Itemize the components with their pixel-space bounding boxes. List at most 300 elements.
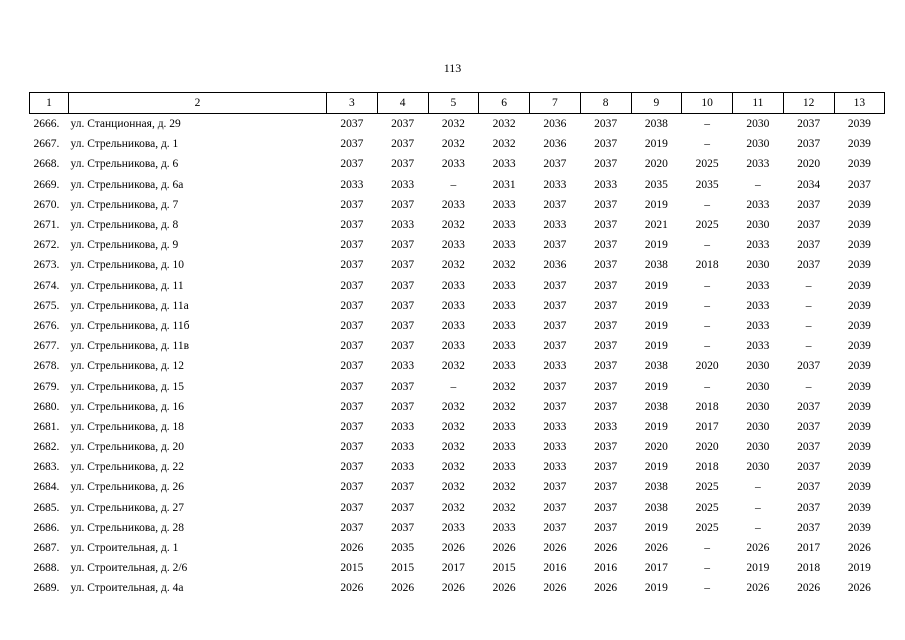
year-cell: 2037 xyxy=(543,319,567,332)
year-cell: 2037 xyxy=(594,400,618,413)
address-cell: ул. Стрельникова, д. 6 xyxy=(70,158,179,171)
year-cell: 2037 xyxy=(543,400,567,413)
column-header: 1 xyxy=(30,93,69,114)
year-cell: 2033 xyxy=(441,198,465,211)
year-cell: 2033 xyxy=(746,158,770,171)
year-cell: 2037 xyxy=(797,219,821,232)
year-cell: 2039 xyxy=(847,360,871,373)
year-cell: – xyxy=(704,380,710,393)
year-cell: 2025 xyxy=(695,219,719,232)
row-number: 2681. xyxy=(33,420,60,433)
address-cell: ул. Строительная, д. 2/6 xyxy=(70,562,188,575)
row-number: 2679. xyxy=(33,380,60,393)
year-cell: – xyxy=(755,501,761,514)
year-cell: 2032 xyxy=(441,481,465,494)
year-cell: 2019 xyxy=(847,562,871,575)
year-cell: 2026 xyxy=(594,542,618,555)
table-row xyxy=(30,558,885,578)
year-cell: 2037 xyxy=(340,481,364,494)
year-cell: 2032 xyxy=(492,118,516,131)
year-cell: 2034 xyxy=(797,178,821,191)
year-cell: 2037 xyxy=(543,279,567,292)
year-cell: 2037 xyxy=(391,319,415,332)
year-cell: 2016 xyxy=(543,562,567,575)
year-cell: – xyxy=(450,380,457,393)
address-cell: ул. Строительная, д. 1 xyxy=(70,542,179,555)
year-cell: 2033 xyxy=(391,360,415,373)
column-header: 2 xyxy=(69,93,327,114)
year-cell: 2026 xyxy=(543,582,567,595)
year-cell: 2033 xyxy=(492,360,516,373)
year-cell: – xyxy=(805,380,812,393)
year-cell: 2037 xyxy=(340,259,364,272)
year-cell: 2038 xyxy=(644,501,668,514)
year-cell: 2037 xyxy=(594,239,618,252)
table-row xyxy=(30,518,885,538)
year-cell: 2037 xyxy=(594,461,618,474)
year-cell: 2037 xyxy=(340,441,364,454)
year-cell: 2017 xyxy=(797,542,821,555)
year-cell: 2037 xyxy=(391,380,415,393)
column-number-header-row xyxy=(30,93,885,114)
year-cell: 2030 xyxy=(746,138,770,151)
year-cell: 2033 xyxy=(391,461,415,474)
address-cell: ул. Стрельникова, д. 1 xyxy=(70,138,179,151)
year-cell: 2030 xyxy=(746,400,770,413)
year-cell: 2037 xyxy=(594,319,618,332)
year-cell: 2020 xyxy=(695,360,719,373)
year-cell: 2037 xyxy=(391,521,415,534)
year-cell: 2019 xyxy=(644,380,668,393)
year-cell: 2037 xyxy=(594,279,618,292)
year-cell: 2037 xyxy=(594,380,618,393)
year-cell: 2039 xyxy=(847,400,871,413)
table-row xyxy=(30,276,885,296)
year-cell: 2037 xyxy=(340,521,364,534)
year-cell: 2019 xyxy=(644,239,668,252)
year-cell: 2039 xyxy=(847,380,871,393)
year-cell: 2033 xyxy=(441,340,465,353)
table-row xyxy=(30,215,885,235)
column-header: 10 xyxy=(682,93,733,114)
year-cell: 2037 xyxy=(543,340,567,353)
year-cell: 2032 xyxy=(441,400,465,413)
year-cell: 2037 xyxy=(340,279,364,292)
year-cell: 2037 xyxy=(594,521,618,534)
year-cell: 2037 xyxy=(340,380,364,393)
year-cell: 2037 xyxy=(340,219,364,232)
year-cell: 2026 xyxy=(746,582,770,595)
year-cell: 2019 xyxy=(644,521,668,534)
table-row xyxy=(30,175,885,195)
year-cell: 2037 xyxy=(391,239,415,252)
table-row xyxy=(30,154,885,174)
table-row xyxy=(30,457,885,477)
year-cell: 2026 xyxy=(644,542,668,555)
year-cell: – xyxy=(704,319,710,332)
year-cell: 2033 xyxy=(492,461,516,474)
year-cell: 2032 xyxy=(492,400,516,413)
year-cell: 2039 xyxy=(847,481,871,494)
column-header: 12 xyxy=(783,93,834,114)
year-cell: 2037 xyxy=(594,158,618,171)
year-cell: 2030 xyxy=(746,259,770,272)
year-cell: 2030 xyxy=(746,219,770,232)
row-number: 2685. xyxy=(33,501,60,514)
year-cell: 2033 xyxy=(441,158,465,171)
table-row xyxy=(30,417,885,437)
year-cell: 2037 xyxy=(594,340,618,353)
year-cell: 2038 xyxy=(644,259,668,272)
year-cell: 2038 xyxy=(644,360,668,373)
year-cell: – xyxy=(805,340,812,353)
year-cell: 2015 xyxy=(340,562,364,575)
year-cell: 2019 xyxy=(644,582,668,595)
year-cell: 2037 xyxy=(797,138,821,151)
year-cell: 2032 xyxy=(441,118,465,131)
year-cell: 2039 xyxy=(847,521,871,534)
table-row xyxy=(30,235,885,255)
year-cell: 2037 xyxy=(594,219,618,232)
row-number: 2670. xyxy=(33,198,60,211)
year-cell: 2037 xyxy=(340,340,364,353)
row-number: 2674. xyxy=(33,279,60,292)
year-cell: 2033 xyxy=(340,178,364,191)
year-cell: 2026 xyxy=(797,582,821,595)
table-row xyxy=(30,356,885,376)
year-cell: 2039 xyxy=(847,340,871,353)
year-cell: 2020 xyxy=(644,441,668,454)
year-cell: 2017 xyxy=(644,562,668,575)
year-cell: 2033 xyxy=(492,279,516,292)
year-cell: 2033 xyxy=(492,319,516,332)
address-cell: ул. Стрельникова, д. 18 xyxy=(70,420,185,433)
year-cell: 2030 xyxy=(746,118,770,131)
year-cell: 2033 xyxy=(746,198,770,211)
year-cell: 2015 xyxy=(391,562,415,575)
year-cell: 2033 xyxy=(543,219,567,232)
year-cell: 2033 xyxy=(746,279,770,292)
year-cell: 2037 xyxy=(340,461,364,474)
year-cell: – xyxy=(704,279,710,292)
address-cell: ул. Стрельникова, д. 12 xyxy=(70,360,185,373)
year-cell: 2026 xyxy=(492,582,516,595)
year-cell: 2037 xyxy=(391,400,415,413)
year-cell: 2035 xyxy=(695,178,719,191)
address-cell: ул. Стрельникова, д. 22 xyxy=(70,461,185,474)
year-cell: 2037 xyxy=(797,259,821,272)
row-number: 2684. xyxy=(33,481,60,494)
year-cell: 2033 xyxy=(391,219,415,232)
year-cell: 2015 xyxy=(492,562,516,575)
year-cell: 2037 xyxy=(797,420,821,433)
row-number: 2667. xyxy=(33,138,60,151)
year-cell: 2037 xyxy=(594,299,618,312)
year-cell: 2037 xyxy=(543,481,567,494)
table-row xyxy=(30,296,885,316)
year-cell: 2037 xyxy=(391,118,415,131)
year-cell: 2036 xyxy=(543,259,567,272)
table-row xyxy=(30,255,885,275)
table-body xyxy=(30,114,885,599)
year-cell: 2037 xyxy=(391,198,415,211)
year-cell: 2026 xyxy=(847,542,871,555)
year-cell: 2025 xyxy=(695,501,719,514)
year-cell: 2037 xyxy=(543,158,567,171)
year-cell: 2033 xyxy=(594,420,618,433)
year-cell: 2018 xyxy=(797,562,821,575)
address-cell: ул. Стрельникова, д. 7 xyxy=(70,198,179,211)
year-cell: – xyxy=(805,319,812,332)
row-number: 2678. xyxy=(33,360,60,373)
table-row xyxy=(30,578,885,598)
year-cell: 2033 xyxy=(543,360,567,373)
table-row xyxy=(30,397,885,417)
year-cell: 2019 xyxy=(644,420,668,433)
row-number: 2683. xyxy=(33,461,60,474)
year-cell: 2037 xyxy=(391,138,415,151)
year-cell: 2033 xyxy=(441,239,465,252)
address-cell: ул. Строительная, д. 4а xyxy=(70,582,184,595)
address-cell: ул. Стрельникова, д. 11б xyxy=(70,319,190,332)
year-cell: 2025 xyxy=(695,158,719,171)
year-cell: 2033 xyxy=(441,521,465,534)
table-row xyxy=(30,114,885,135)
year-cell: 2037 xyxy=(594,138,618,151)
column-header: 5 xyxy=(428,93,479,114)
year-cell: 2037 xyxy=(797,360,821,373)
year-cell: 2039 xyxy=(847,441,871,454)
year-cell: 2032 xyxy=(441,501,465,514)
table-row xyxy=(30,336,885,356)
year-cell: 2037 xyxy=(391,501,415,514)
year-cell: 2032 xyxy=(441,138,465,151)
row-number: 2676. xyxy=(33,319,60,332)
year-cell: 2037 xyxy=(594,198,618,211)
year-cell: 2036 xyxy=(543,118,567,131)
row-number: 2675. xyxy=(33,299,60,312)
year-cell: 2039 xyxy=(847,420,871,433)
year-cell: 2039 xyxy=(847,158,871,171)
row-number: 2680. xyxy=(33,400,60,413)
year-cell: 2039 xyxy=(847,259,871,272)
year-cell: 2033 xyxy=(492,441,516,454)
year-cell: 2032 xyxy=(492,259,516,272)
year-cell: 2018 xyxy=(695,461,719,474)
year-cell: 2037 xyxy=(340,501,364,514)
year-cell: 2020 xyxy=(695,441,719,454)
year-cell: 2037 xyxy=(391,158,415,171)
year-cell: 2039 xyxy=(847,501,871,514)
year-cell: 2037 xyxy=(340,198,364,211)
address-cell: ул. Стрельникова, д. 11 xyxy=(70,279,184,292)
year-cell: 2026 xyxy=(746,542,770,555)
column-header: 8 xyxy=(580,93,631,114)
year-cell: 2017 xyxy=(695,420,719,433)
year-cell: 2032 xyxy=(441,219,465,232)
year-cell: 2026 xyxy=(847,582,871,595)
year-cell: 2033 xyxy=(391,441,415,454)
year-cell: 2039 xyxy=(847,219,871,232)
year-cell: 2021 xyxy=(644,219,668,232)
year-cell: – xyxy=(704,239,710,252)
table-row xyxy=(30,376,885,396)
year-cell: – xyxy=(704,299,710,312)
year-cell: 2037 xyxy=(797,400,821,413)
year-cell: – xyxy=(755,521,761,534)
year-cell: – xyxy=(704,138,710,151)
table-row xyxy=(30,134,885,154)
year-cell: 2037 xyxy=(543,239,567,252)
year-cell: 2018 xyxy=(695,400,719,413)
year-cell: 2030 xyxy=(746,420,770,433)
year-cell: 2030 xyxy=(746,461,770,474)
year-cell: – xyxy=(704,542,710,555)
year-cell: 2037 xyxy=(391,340,415,353)
year-cell: 2033 xyxy=(492,158,516,171)
year-cell: 2037 xyxy=(391,259,415,272)
year-cell: 2032 xyxy=(492,481,516,494)
year-cell: 2037 xyxy=(543,198,567,211)
year-cell: 2037 xyxy=(797,239,821,252)
year-cell: – xyxy=(704,118,710,131)
table-row xyxy=(30,195,885,215)
year-cell: 2033 xyxy=(492,219,516,232)
year-cell: – xyxy=(704,562,710,575)
column-header: 7 xyxy=(530,93,581,114)
year-cell: 2038 xyxy=(644,481,668,494)
year-cell: – xyxy=(755,481,761,494)
address-cell: ул. Стрельникова, д. 27 xyxy=(70,501,185,514)
address-cell: ул. Стрельникова, д. 10 xyxy=(70,259,185,272)
year-cell: 2026 xyxy=(340,542,364,555)
year-cell: 2037 xyxy=(543,501,567,514)
year-cell: 2039 xyxy=(847,461,871,474)
year-cell: 2037 xyxy=(594,118,618,131)
year-cell: 2019 xyxy=(644,319,668,332)
year-cell: 2035 xyxy=(644,178,668,191)
year-cell: 2037 xyxy=(594,441,618,454)
year-cell: 2025 xyxy=(695,481,719,494)
year-cell: 2037 xyxy=(797,441,821,454)
year-cell: 2039 xyxy=(847,279,871,292)
year-cell: 2037 xyxy=(340,420,364,433)
year-cell: 2037 xyxy=(340,118,364,131)
year-cell: 2031 xyxy=(492,178,516,191)
year-cell: 2033 xyxy=(492,340,516,353)
year-cell: 2033 xyxy=(492,299,516,312)
year-cell: – xyxy=(805,279,812,292)
year-cell: 2037 xyxy=(797,521,821,534)
year-cell: 2037 xyxy=(340,138,364,151)
year-cell: 2037 xyxy=(340,360,364,373)
year-cell: 2030 xyxy=(746,380,770,393)
year-cell: 2033 xyxy=(746,319,770,332)
year-cell: 2033 xyxy=(746,299,770,312)
row-number: 2686. xyxy=(33,521,60,534)
year-cell: 2032 xyxy=(441,259,465,272)
row-number: 2689. xyxy=(33,582,60,595)
year-cell: 2032 xyxy=(492,501,516,514)
year-cell: 2017 xyxy=(441,562,465,575)
year-cell: 2038 xyxy=(644,118,668,131)
column-header: 4 xyxy=(377,93,428,114)
column-header: 13 xyxy=(834,93,885,114)
year-cell: 2037 xyxy=(797,461,821,474)
address-cell: ул. Стрельникова, д. 15 xyxy=(70,380,185,393)
year-cell: 2032 xyxy=(441,441,465,454)
year-cell: 2033 xyxy=(391,178,415,191)
year-cell: 2033 xyxy=(441,279,465,292)
row-number: 2677. xyxy=(33,340,60,353)
year-cell: 2019 xyxy=(644,299,668,312)
year-cell: 2033 xyxy=(746,340,770,353)
row-number: 2666. xyxy=(33,118,60,131)
column-header: 11 xyxy=(733,93,784,114)
address-cell: ул. Стрельникова, д. 9 xyxy=(70,239,179,252)
year-cell: – xyxy=(704,340,710,353)
year-cell: 2037 xyxy=(594,259,618,272)
year-cell: 2033 xyxy=(441,319,465,332)
year-cell: 2033 xyxy=(543,420,567,433)
year-cell: 2037 xyxy=(543,380,567,393)
year-cell: 2020 xyxy=(644,158,668,171)
year-cell: 2020 xyxy=(797,158,821,171)
year-cell: 2037 xyxy=(391,279,415,292)
table-row xyxy=(30,477,885,497)
table-row xyxy=(30,498,885,518)
year-cell: 2033 xyxy=(492,420,516,433)
year-cell: 2033 xyxy=(492,198,516,211)
year-cell: 2037 xyxy=(797,198,821,211)
year-cell: 2026 xyxy=(594,582,618,595)
year-cell: 2037 xyxy=(391,299,415,312)
address-cell: ул. Стрельникова, д. 8 xyxy=(70,219,179,232)
year-cell: 2037 xyxy=(797,481,821,494)
year-cell: 2033 xyxy=(492,239,516,252)
year-cell: 2037 xyxy=(340,158,364,171)
row-number: 2671. xyxy=(33,219,60,232)
row-number: 2682. xyxy=(33,441,60,454)
year-cell: 2019 xyxy=(644,198,668,211)
row-number: 2669. xyxy=(33,178,60,191)
year-cell: 2037 xyxy=(340,319,364,332)
year-cell: 2026 xyxy=(441,582,465,595)
year-cell: 2033 xyxy=(543,178,567,191)
year-cell: 2026 xyxy=(543,542,567,555)
year-cell: 2037 xyxy=(847,178,871,191)
year-cell: 2039 xyxy=(847,239,871,252)
year-cell: 2019 xyxy=(644,138,668,151)
column-header: 9 xyxy=(631,93,682,114)
column-header: 3 xyxy=(327,93,378,114)
row-number: 2673. xyxy=(33,259,60,272)
row-number: 2672. xyxy=(33,239,60,252)
address-cell: ул. Стрельникова, д. 26 xyxy=(70,481,185,494)
address-cell: ул. Стрельникова, д. 16 xyxy=(70,400,185,413)
year-cell: 2036 xyxy=(543,138,567,151)
year-cell: 2025 xyxy=(695,521,719,534)
year-cell: 2037 xyxy=(340,400,364,413)
year-cell: 2037 xyxy=(594,360,618,373)
year-cell: 2037 xyxy=(543,521,567,534)
year-cell: – xyxy=(805,299,812,312)
column-header: 6 xyxy=(479,93,530,114)
year-cell: 2026 xyxy=(391,582,415,595)
year-cell: 2037 xyxy=(594,481,618,494)
year-cell: 2039 xyxy=(847,299,871,312)
year-cell: 2026 xyxy=(340,582,364,595)
